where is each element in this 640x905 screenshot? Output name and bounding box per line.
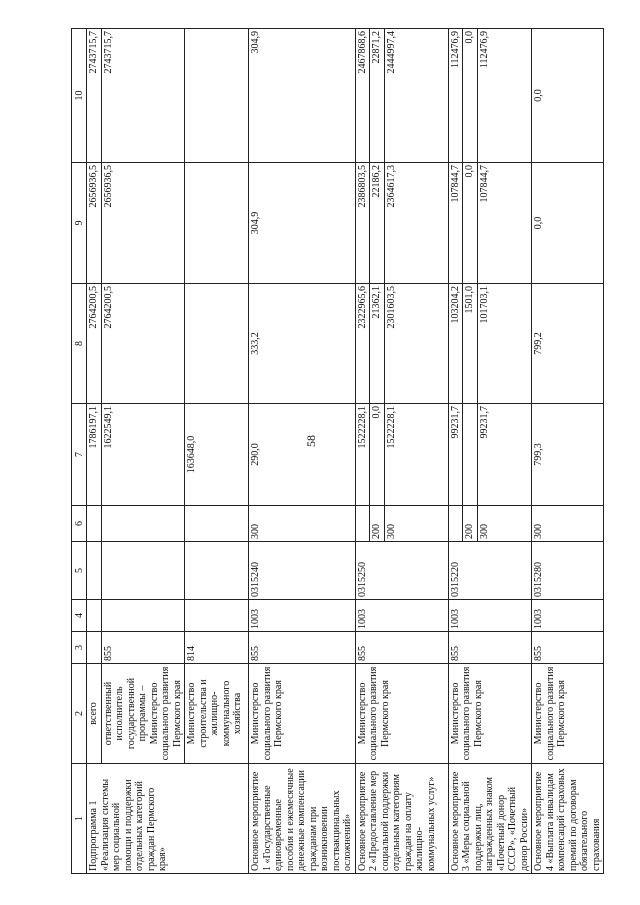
executor-cell: Министерство социального развития Пермского края bbox=[448, 664, 532, 764]
csr-cell: 0315240 bbox=[249, 542, 356, 600]
gr-code-cell bbox=[87, 632, 102, 664]
vr-cell bbox=[101, 506, 185, 542]
rz-pr-cell bbox=[101, 600, 185, 632]
gr-code-cell: 855 bbox=[532, 632, 604, 664]
page-number: 58 bbox=[304, 435, 318, 447]
gr-code-cell: 855 bbox=[101, 632, 185, 664]
header-cell: 1 bbox=[72, 764, 87, 874]
value-cell: 0,0 bbox=[532, 29, 604, 163]
value-cell: 2743715,7 bbox=[101, 29, 185, 163]
value-cell: 2364617,3 bbox=[384, 163, 448, 284]
budget-table bbox=[71, 28, 604, 874]
csr-cell: 0315280 bbox=[532, 542, 604, 600]
value-cell: 107844,7 bbox=[448, 163, 463, 284]
value-cell: 2743715,7 bbox=[87, 29, 102, 163]
gr-code-cell: 814 bbox=[185, 632, 249, 664]
value-cell: 2467868,6 bbox=[355, 29, 370, 163]
program-name-cell: Подпрограмма 1 «Реализация системы мер социальной помощи и поддержки отдельных категорий граждан Пермского края» bbox=[87, 764, 249, 874]
rotated-table-wrapper bbox=[71, 29, 602, 874]
gr-code-cell: 855 bbox=[448, 632, 532, 664]
header-cell: 10 bbox=[72, 29, 87, 163]
csr-cell bbox=[101, 542, 185, 600]
value-cell: 21362,1 bbox=[370, 284, 385, 404]
value-cell: 799,2 bbox=[532, 284, 604, 404]
vr-cell: 300 bbox=[249, 506, 356, 542]
csr-cell: 0315220 bbox=[448, 542, 532, 600]
executor-cell: Министерство строительства и жилищно-коммунального хозяйства bbox=[185, 664, 249, 764]
value-cell: 112476,9 bbox=[478, 29, 532, 163]
vr-cell: 200 bbox=[370, 506, 385, 542]
value-cell: 2656936,5 bbox=[101, 163, 185, 284]
table-row bbox=[101, 29, 185, 874]
value-cell: 2764200,5 bbox=[101, 284, 185, 404]
executor-cell: всего bbox=[87, 664, 102, 764]
header-cell: 6 bbox=[72, 506, 87, 542]
gr-code-cell: 855 bbox=[355, 632, 448, 664]
value-cell: 2322965,6 bbox=[355, 284, 370, 404]
program-name-cell: Основное мероприятие 4 «Выплата инвалидам компенсаций страховых премий по договорам обязательного страхования bbox=[532, 764, 604, 874]
value-cell bbox=[185, 284, 249, 404]
value-cell: 333,2 bbox=[249, 284, 356, 404]
value-cell bbox=[463, 404, 478, 506]
vr-cell bbox=[87, 506, 102, 542]
value-cell: 2301603,5 bbox=[384, 284, 448, 404]
table-row bbox=[448, 29, 463, 874]
budget-table-sheet bbox=[71, 29, 602, 874]
csr-cell bbox=[185, 542, 249, 600]
header-cell: 5 bbox=[72, 542, 87, 600]
value-cell: 1501,0 bbox=[463, 284, 478, 404]
table-row bbox=[185, 29, 249, 874]
gr-code-cell: 855 bbox=[249, 632, 356, 664]
header-cell: 3 bbox=[72, 632, 87, 664]
value-cell: 2656936,5 bbox=[87, 163, 102, 284]
value-cell: 112476,9 bbox=[448, 29, 463, 163]
vr-cell: 300 bbox=[384, 506, 448, 542]
value-cell: 304,9 bbox=[249, 163, 356, 284]
header-cell: 2 bbox=[72, 664, 87, 764]
vr-cell bbox=[355, 506, 370, 542]
value-cell: 799,3 bbox=[532, 404, 604, 506]
executor-cell: Министерство социального развития Пермского края bbox=[532, 664, 604, 764]
vr-cell bbox=[448, 506, 463, 542]
value-cell bbox=[185, 29, 249, 163]
value-cell: 107844,7 bbox=[478, 163, 532, 284]
value-cell: 103204,2 bbox=[448, 284, 463, 404]
table-row bbox=[87, 29, 102, 874]
value-cell: 0,0 bbox=[370, 404, 385, 506]
value-cell: 0,0 bbox=[532, 163, 604, 284]
value-cell: 304,9 bbox=[249, 29, 356, 163]
csr-cell: 0315250 bbox=[355, 542, 448, 600]
value-cell: 0,0 bbox=[463, 29, 478, 163]
value-cell: 290,0 bbox=[249, 404, 356, 506]
program-name-cell: Основное мероприятие 1 «Государственные единовременные пособия и ежемесячные денежные компенсации гражданам при возникновении поствакцинальных осложнений» bbox=[249, 764, 356, 874]
csr-cell bbox=[87, 542, 102, 600]
value-cell: 1522228,1 bbox=[384, 404, 448, 506]
program-name-cell: Основное мероприятие 2 «Предоставление мер социальной поддержки отдельным категориям граждан на оплату жилищно-коммунальных услуг» bbox=[355, 764, 448, 874]
header-cell: 7 bbox=[72, 404, 87, 506]
rz-pr-cell: 1003 bbox=[249, 600, 356, 632]
value-cell bbox=[185, 163, 249, 284]
value-cell: 1622549,1 bbox=[101, 404, 185, 506]
value-cell: 1786197,1 bbox=[87, 404, 102, 506]
table-row bbox=[532, 29, 604, 874]
rz-pr-cell: 1003 bbox=[532, 600, 604, 632]
rz-pr-cell bbox=[185, 600, 249, 632]
rz-pr-cell: 1003 bbox=[355, 600, 448, 632]
value-cell: 1522228,1 bbox=[355, 404, 370, 506]
value-cell: 101703,1 bbox=[478, 284, 532, 404]
vr-cell: 300 bbox=[478, 506, 532, 542]
value-cell: 22871,2 bbox=[370, 29, 385, 163]
header-cell: 8 bbox=[72, 284, 87, 404]
value-cell: 99231,7 bbox=[478, 404, 532, 506]
table-row bbox=[249, 29, 356, 874]
value-cell: 163648,0 bbox=[185, 404, 249, 506]
header-cell: 4 bbox=[72, 600, 87, 632]
value-cell: 0,0 bbox=[463, 163, 478, 284]
vr-cell bbox=[185, 506, 249, 542]
vr-cell: 200 bbox=[463, 506, 478, 542]
table-row bbox=[355, 29, 370, 874]
executor-cell: Министерство социального развития Пермского края bbox=[355, 664, 448, 764]
value-cell: 99231,7 bbox=[448, 404, 463, 506]
rz-pr-cell bbox=[87, 600, 102, 632]
vr-cell: 300 bbox=[532, 506, 604, 542]
table-header-row bbox=[72, 29, 87, 874]
program-name-cell: Основное мероприятие 3 «Меры социальной поддержки лиц, награжденных знаком «Почетный донор СССР», «Почетный донор России» bbox=[448, 764, 532, 874]
executor-cell: ответственный исполнитель государственной программы – Министерство социального развития Пермского края bbox=[101, 664, 185, 764]
value-cell: 22186,2 bbox=[370, 163, 385, 284]
value-cell: 2764200,5 bbox=[87, 284, 102, 404]
value-cell: 2444997,4 bbox=[384, 29, 448, 163]
header-cell: 9 bbox=[72, 163, 87, 284]
value-cell: 2386803,5 bbox=[355, 163, 370, 284]
rz-pr-cell: 1003 bbox=[448, 600, 532, 632]
executor-cell: Министерство социального развития Пермского края bbox=[249, 664, 356, 764]
